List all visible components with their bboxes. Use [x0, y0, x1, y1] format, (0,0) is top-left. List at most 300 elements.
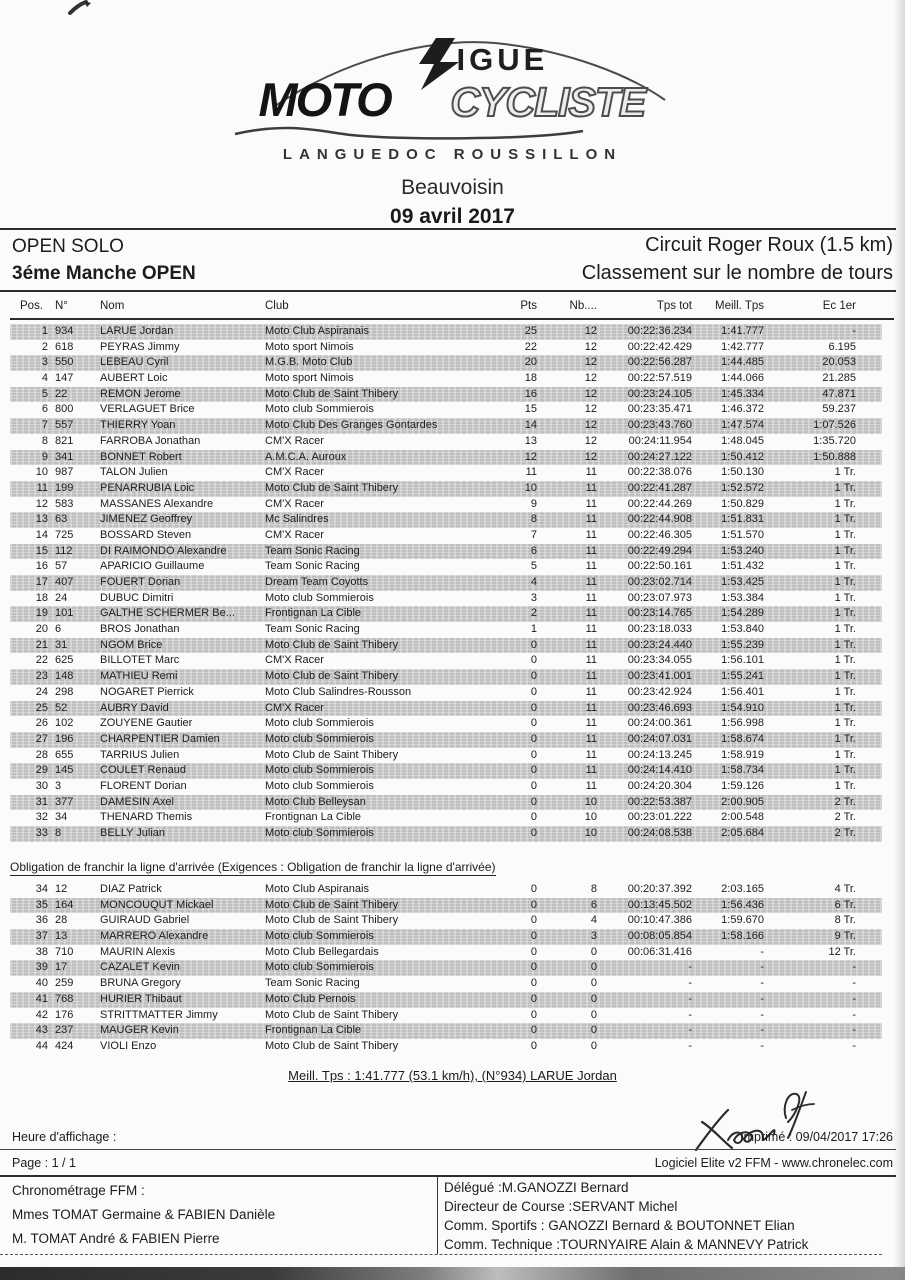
- cell-num: 987: [55, 466, 74, 479]
- printed-timestamp: Imprimé : 09/04/2017 17:26: [740, 1130, 893, 1144]
- cell-tps: 00:22:50.161: [627, 560, 692, 573]
- cell-club: Moto Club Belleysan: [265, 795, 366, 808]
- cell-nb: 12: [584, 356, 597, 369]
- cell-num: 407: [55, 576, 74, 588]
- cell-ec: -: [852, 325, 856, 337]
- cell-meill: 1:50.829: [721, 497, 764, 510]
- cell-club: Moto Club Aspiranais: [265, 325, 369, 337]
- cell-num: 147: [55, 372, 74, 385]
- cell-nb: 11: [585, 732, 597, 745]
- cell-ec: 1 Tr.: [834, 717, 856, 730]
- cell-meill: 1:59.670: [721, 914, 764, 927]
- cell-tps: 00:13:45.502: [627, 898, 692, 911]
- cell-meill: 1:44.066: [721, 372, 764, 385]
- cell-pts: 0: [530, 638, 537, 651]
- cell-meill: 1:58.674: [721, 732, 764, 745]
- cell-pts: 0: [530, 827, 537, 839]
- cell-pts: 16: [524, 387, 537, 400]
- cell-tps: 00:10:47.386: [627, 914, 692, 927]
- cell-nb: 0: [590, 1024, 597, 1037]
- cell-nb: 11: [585, 513, 597, 526]
- cell-pts: 0: [530, 1039, 537, 1052]
- cell-tps: 00:24:13.245: [627, 748, 692, 761]
- cell-ec: 1 Tr.: [834, 576, 856, 588]
- cell-club: Moto club Sommierois: [265, 827, 374, 839]
- cell-tps: 00:23:01.222: [627, 811, 692, 824]
- logo-text-moto: MOTO: [258, 73, 391, 126]
- cell-pos: 19: [35, 607, 48, 620]
- cell-tps: 00:06:31.416: [627, 945, 692, 958]
- cell-pos: 28: [35, 748, 48, 761]
- cell-nb: 10: [584, 795, 597, 808]
- cell-pts: 0: [530, 961, 537, 974]
- cell-pts: 14: [524, 419, 537, 432]
- table-row: [10, 591, 882, 607]
- cell-num: 199: [55, 481, 74, 494]
- cell-club: Team Sonic Racing: [265, 560, 360, 573]
- cell-nom: COULET Renaud: [100, 764, 187, 777]
- cell-pts: 0: [530, 914, 537, 927]
- cell-ec: -: [852, 1024, 856, 1037]
- table-row: [10, 992, 882, 1008]
- cell-nb: 0: [590, 992, 597, 1005]
- cell-pos: 22: [35, 654, 48, 667]
- cell-num: 148: [55, 670, 74, 683]
- event-date: 09 avril 2017: [390, 205, 515, 228]
- cell-nb: 11: [585, 764, 597, 777]
- table-row: [10, 387, 882, 403]
- cell-nb: 12: [584, 419, 597, 432]
- cell-club: CM'X Racer: [265, 497, 324, 510]
- table-row: [10, 779, 882, 795]
- cell-ec: 2 Tr.: [834, 827, 856, 839]
- officials-line: Directeur de Course :SERVANT Michel: [444, 1199, 678, 1214]
- cell-meill: 1:47.574: [721, 419, 764, 432]
- cell-num: 8: [55, 827, 62, 839]
- cell-meill: 1:51.432: [721, 560, 764, 573]
- cell-pos: 4: [41, 372, 48, 385]
- cell-club: CM'X Racer: [265, 466, 324, 479]
- cell-pts: 0: [530, 945, 537, 958]
- cell-meill: 1:41.777: [721, 325, 764, 337]
- cell-nom: THIERRY Yoan: [100, 419, 176, 432]
- cell-nb: 0: [590, 961, 597, 974]
- cell-pts: 0: [530, 930, 537, 943]
- cell-nom: TALON Julien: [100, 466, 168, 479]
- cell-num: 6: [55, 623, 62, 636]
- cell-pos: 38: [35, 945, 48, 958]
- cell-club: Moto Club de Saint Thibery: [265, 748, 399, 761]
- cell-tps: -: [688, 992, 692, 1005]
- cell-nb: 11: [585, 528, 597, 541]
- cell-club: Frontignan La Cible: [265, 1024, 362, 1037]
- cell-pts: 2: [530, 607, 537, 620]
- software-credit: Logiciel Elite v2 FFM - www.chronelec.com: [654, 1156, 893, 1170]
- cell-pos: 35: [35, 898, 48, 911]
- cell-meill: -: [760, 1024, 764, 1037]
- cell-pts: 12: [524, 450, 537, 463]
- cell-ec: -: [852, 992, 856, 1005]
- cell-pts: 0: [530, 977, 537, 990]
- cell-ec: 1 Tr.: [834, 560, 856, 573]
- cell-pos: 16: [35, 560, 48, 573]
- cell-tps: 00:22:56.287: [627, 356, 692, 369]
- cell-nb: 11: [585, 701, 597, 714]
- cell-ec: 1 Tr.: [834, 748, 856, 761]
- cell-ec: 1 Tr.: [834, 544, 856, 557]
- cell-meill: 1:58.919: [721, 748, 764, 761]
- cell-pts: 0: [530, 898, 537, 911]
- cell-club: Moto Club de Saint Thibery: [265, 898, 399, 911]
- cell-pts: 15: [524, 403, 537, 416]
- cell-nb: 0: [590, 1039, 597, 1052]
- cell-nb: 0: [590, 977, 597, 990]
- cell-meill: 1:54.289: [721, 607, 764, 620]
- cell-pts: 0: [530, 779, 537, 792]
- cell-ec: 6 Tr.: [834, 898, 856, 911]
- cell-club: Moto sport Nimois: [265, 340, 354, 353]
- cell-tps: 00:23:24.105: [627, 387, 692, 400]
- table-row: [10, 732, 882, 748]
- table-row: [10, 418, 882, 434]
- cell-num: 298: [55, 685, 74, 698]
- cell-nb: 0: [590, 1008, 597, 1021]
- cell-club: Moto club Sommierois: [265, 403, 374, 416]
- cell-club: CM'X Racer: [265, 701, 324, 714]
- cell-pts: 8: [530, 513, 537, 526]
- officials-timekeeping: [0, 1177, 437, 1254]
- cell-club: Moto Club de Saint Thibery: [265, 670, 399, 683]
- cell-meill: 2:00.548: [721, 811, 764, 824]
- cell-ec: 1:07.526: [813, 419, 856, 432]
- table-row: [10, 512, 882, 528]
- divider: [0, 290, 896, 292]
- cell-club: A.M.C.A. Auroux: [265, 450, 347, 463]
- cell-ec: 21.285: [822, 372, 856, 385]
- cell-nom: FLORENT Dorian: [100, 779, 187, 792]
- column-header-club: Club: [265, 300, 289, 312]
- cell-club: Moto Club de Saint Thibery: [265, 638, 399, 651]
- cell-club: Moto Club Pernois: [265, 992, 356, 1005]
- cell-nom: MASSANES Alexandre: [100, 497, 214, 510]
- cell-pts: 11: [525, 466, 537, 479]
- cell-club: Moto club Sommierois: [265, 717, 374, 730]
- cell-pts: 1: [530, 623, 537, 636]
- cell-pos: 23: [35, 670, 48, 683]
- officials-committee: [437, 1177, 882, 1254]
- cell-tps: 00:22:44.908: [627, 513, 692, 526]
- cell-meill: -: [760, 992, 764, 1005]
- cell-tps: -: [688, 1039, 692, 1052]
- cell-tps: -: [688, 1008, 692, 1021]
- cell-ec: 1:35.720: [813, 434, 856, 447]
- cell-tps: 00:24:11.954: [628, 434, 692, 447]
- cell-ec: 1 Tr.: [834, 497, 856, 510]
- cell-nb: 11: [585, 591, 597, 604]
- table-row: [10, 371, 882, 387]
- cell-pos: 11: [36, 481, 48, 494]
- cell-pts: 0: [530, 883, 537, 895]
- cell-club: Moto Club Aspiranais: [265, 883, 369, 895]
- cell-tps: 00:22:42.429: [627, 340, 692, 353]
- table-row: [10, 810, 882, 826]
- cell-pos: 14: [35, 528, 48, 541]
- cell-meill: 1:45.334: [721, 387, 764, 400]
- cell-tps: 00:23:18.033: [627, 623, 692, 636]
- federation-logo: [233, 34, 673, 172]
- cell-ec: -: [852, 961, 856, 974]
- cell-pts: 6: [530, 544, 537, 557]
- cell-nom: NGOM Brice: [100, 638, 163, 651]
- cell-club: Moto club Sommierois: [265, 779, 374, 792]
- table-row: [10, 497, 882, 513]
- cell-num: 13: [55, 930, 68, 943]
- cell-meill: 1:50.412: [721, 450, 764, 463]
- cell-pos: 41: [35, 992, 48, 1005]
- cell-club: Moto Club de Saint Thibery: [265, 481, 399, 494]
- cell-num: 934: [55, 325, 74, 337]
- table-row: [10, 913, 882, 929]
- cell-club: Moto Club de Saint Thibery: [265, 387, 399, 400]
- results-table-body: [10, 324, 882, 842]
- cell-nb: 11: [585, 748, 597, 761]
- column-header-tps: Tps tot: [656, 300, 692, 312]
- cell-pos: 25: [35, 701, 48, 714]
- cell-ec: 1 Tr.: [834, 654, 856, 667]
- table-row: [10, 1008, 882, 1024]
- cell-num: 57: [55, 560, 68, 573]
- results-table-body-dnf: [10, 882, 882, 1055]
- cell-nom: REMON Jerome: [100, 387, 181, 400]
- cell-nb: 6: [590, 898, 597, 911]
- event-location: Beauvoisin: [401, 176, 504, 199]
- cell-nom: BELLY Julian: [100, 827, 166, 839]
- cell-meill: 1:42.777: [721, 340, 764, 353]
- table-row: [10, 669, 882, 685]
- column-header-pts: Pts: [520, 300, 537, 312]
- cell-pos: 12: [35, 497, 48, 510]
- cell-club: M.G.B. Moto Club: [265, 356, 353, 369]
- cell-nb: 11: [585, 623, 597, 636]
- cell-nb: 12: [584, 387, 597, 400]
- cell-pos: 10: [35, 466, 48, 479]
- cell-pos: 27: [35, 732, 48, 745]
- race-name: 3éme Manche OPEN: [12, 263, 196, 284]
- section2-title: Obligation de franchir la ligne d'arrivée (Exigences : Obligation de franchir la ligne d'arrivée): [10, 860, 496, 874]
- cell-meill: -: [760, 1008, 764, 1021]
- cell-num: 22: [55, 387, 68, 400]
- cell-num: 112: [55, 544, 73, 557]
- cell-meill: 1:52.572: [721, 481, 764, 494]
- table-row: [10, 701, 882, 717]
- cell-pts: 0: [530, 795, 537, 808]
- cell-nom: CHARPENTIER Damien: [100, 732, 220, 745]
- cell-pts: 18: [524, 372, 537, 385]
- cell-meill: 1:53.425: [721, 576, 764, 588]
- cell-club: Moto club Sommierois: [265, 930, 374, 943]
- cell-ec: 1 Tr.: [834, 779, 856, 792]
- cell-num: 800: [55, 403, 74, 416]
- cell-meill: 1:56.998: [721, 717, 764, 730]
- cell-num: 655: [55, 748, 74, 761]
- cell-club: Frontignan La Cible: [265, 811, 362, 824]
- cell-pos: 34: [35, 883, 48, 895]
- cell-nb: 12: [584, 434, 597, 447]
- cell-num: 821: [55, 434, 74, 447]
- cell-nom: LEBEAU Cyril: [100, 356, 169, 369]
- cell-nom: THENARD Themis: [100, 811, 193, 824]
- officials-line: Chronométrage FFM :: [12, 1183, 145, 1198]
- cell-nb: 11: [585, 560, 597, 573]
- cell-tps: 00:24:00.361: [627, 717, 692, 730]
- cell-meill: 1:55.239: [721, 638, 764, 651]
- cell-pts: 0: [530, 748, 537, 761]
- cell-nb: 3: [590, 930, 597, 943]
- cell-ec: 1:50.888: [813, 450, 856, 463]
- cell-nom: MONCOUQUT Mickael: [100, 898, 214, 911]
- cell-pos: 39: [35, 961, 48, 974]
- cell-meill: 1:56.436: [721, 898, 764, 911]
- cell-club: Moto club Sommierois: [265, 591, 374, 604]
- cell-pts: 0: [530, 732, 537, 745]
- cell-tps: 00:24:08.538: [627, 827, 692, 839]
- cell-pts: 20: [524, 356, 537, 369]
- cell-meill: 2:00.905: [721, 795, 764, 808]
- cell-pos: 42: [35, 1008, 48, 1021]
- table-row: [10, 716, 882, 732]
- cell-nom: MAUGER Kevin: [100, 1024, 179, 1037]
- cell-tps: 00:23:41.001: [627, 670, 692, 683]
- column-header-ec: Ec 1er: [822, 300, 856, 312]
- table-row: [10, 763, 882, 779]
- cell-meill: 1:44.485: [721, 356, 764, 369]
- cell-nom: STRITTMATTER Jimmy: [100, 1008, 218, 1021]
- cell-nom: MATHIEU Remi: [100, 670, 178, 683]
- cell-ec: 1 Tr.: [834, 466, 856, 479]
- cell-tps: -: [688, 961, 692, 974]
- cell-ec: 1 Tr.: [834, 638, 856, 651]
- cell-pts: 4: [530, 576, 537, 588]
- cell-meill: 1:59.126: [721, 779, 764, 792]
- cell-tps: 00:20:37.392: [627, 883, 692, 895]
- table-row: [10, 402, 882, 418]
- table-row: [10, 976, 882, 992]
- logo-text-region: LANGUEDOC ROUSSILLON: [282, 146, 623, 163]
- cell-nom: VIOLI Enzo: [100, 1039, 157, 1052]
- cell-num: 583: [55, 497, 74, 510]
- table-row: [10, 340, 882, 356]
- table-row: [10, 945, 882, 961]
- divider: [0, 228, 896, 230]
- cell-nom: MAURIN Alexis: [100, 945, 176, 958]
- cell-tps: 00:22:38.076: [627, 466, 692, 479]
- cell-nom: PEYRAS Jimmy: [100, 340, 180, 353]
- cell-nb: 11: [585, 481, 597, 494]
- cell-pos: 40: [35, 977, 48, 990]
- cell-club: Moto sport Nimois: [265, 372, 354, 385]
- cell-pos: 44: [35, 1039, 48, 1052]
- cell-nb: 12: [584, 450, 597, 463]
- cell-pos: 36: [35, 914, 48, 927]
- cell-nom: VERLAGUET Brice: [100, 403, 195, 416]
- cell-ec: 20.053: [822, 356, 856, 369]
- table-row: [10, 638, 882, 654]
- cell-nom: DIAZ Patrick: [100, 883, 162, 895]
- cell-pts: 5: [530, 560, 537, 573]
- cell-nb: 11: [585, 544, 597, 557]
- cell-tps: 00:08:05.854: [627, 930, 692, 943]
- cell-num: 145: [55, 764, 74, 777]
- cell-num: 52: [55, 701, 68, 714]
- cell-meill: 2:03.165: [721, 883, 764, 895]
- cell-tps: 00:24:20.304: [627, 779, 692, 792]
- cell-nb: 11: [585, 670, 597, 683]
- table-row: [10, 622, 882, 638]
- table-row: [10, 544, 882, 560]
- cell-num: 618: [55, 340, 74, 353]
- table-row: [10, 1039, 882, 1055]
- cell-ec: 59.237: [822, 403, 856, 416]
- cell-pts: 22: [524, 340, 537, 353]
- cell-ec: 1 Tr.: [834, 701, 856, 714]
- cell-nb: 4: [590, 914, 597, 927]
- cell-nb: 11: [585, 576, 597, 588]
- cell-club: CM'X Racer: [265, 528, 324, 541]
- cell-meill: 1:48.045: [721, 434, 764, 447]
- table-row: [10, 465, 882, 481]
- cell-nb: 12: [584, 403, 597, 416]
- officials-line: Comm. Technique :TOURNYAIRE Alain & MANNEVY Patrick: [444, 1237, 809, 1252]
- cell-tps: 00:22:44.269: [627, 497, 692, 510]
- cell-club: Moto Club Des Granges Gontardes: [265, 419, 438, 432]
- cell-nom: PENARRUBIA Loic: [100, 481, 195, 494]
- logo-text-ligue: IGUE: [456, 42, 549, 77]
- scan-edge-artifact: [0, 1267, 905, 1280]
- cell-tps: 00:23:02.714: [627, 576, 692, 588]
- cell-pos: 8: [41, 434, 48, 447]
- cell-nom: JIMENEZ Geoffrey: [100, 513, 193, 526]
- cell-pos: 13: [35, 513, 48, 526]
- cell-meill: -: [760, 961, 764, 974]
- cell-pts: 0: [530, 1008, 537, 1021]
- cell-nb: 0: [590, 945, 597, 958]
- cell-tps: -: [688, 977, 692, 990]
- cell-pos: 30: [35, 779, 48, 792]
- cell-pos: 1: [41, 325, 48, 337]
- cell-pos: 20: [35, 623, 48, 636]
- cell-meill: 1:55.241: [721, 670, 764, 683]
- cell-nb: 10: [584, 811, 597, 824]
- cell-nom: LARUE Jordan: [100, 325, 174, 337]
- cell-club: Dream Team Coyotts: [265, 576, 369, 588]
- cell-nb: 12: [584, 372, 597, 385]
- cell-nom: DUBUC Dimitri: [100, 591, 174, 604]
- cell-nb: 11: [585, 779, 597, 792]
- cell-meill: 2:05.684: [721, 827, 764, 839]
- cell-nb: 11: [585, 607, 597, 620]
- best-lap-summary: Meill. Tps : 1:41.777 (53.1 km/h), (N°934) LARUE Jordan: [288, 1068, 617, 1083]
- cell-pos: 9: [41, 450, 48, 463]
- cell-nom: BRUNA Gregory: [100, 977, 181, 990]
- logo-text-cycliste: CYCLISTE: [450, 79, 646, 125]
- cell-club: CM'X Racer: [265, 434, 324, 447]
- cell-pos: 29: [35, 764, 48, 777]
- column-header-pos: Pos.: [20, 300, 44, 312]
- cell-ec: 2 Tr.: [834, 811, 856, 824]
- divider: [0, 1149, 896, 1150]
- cell-meill: 1:58.166: [721, 930, 764, 943]
- table-row: [10, 882, 882, 898]
